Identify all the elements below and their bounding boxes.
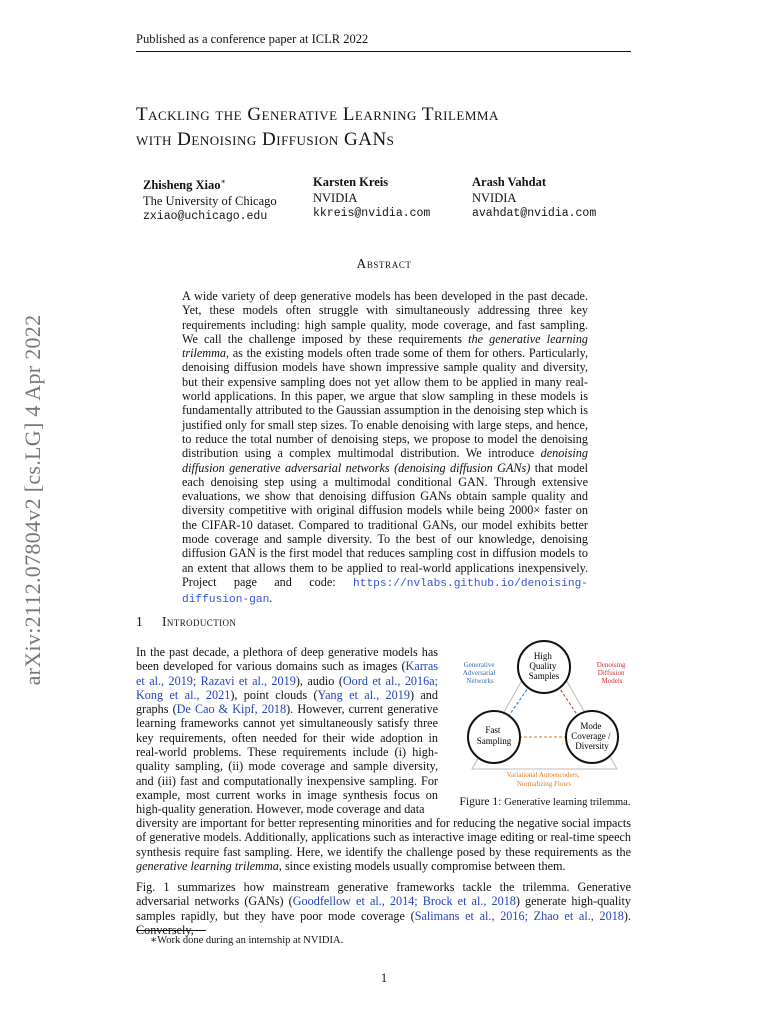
figure-caption-label: Figure 1: <box>459 796 502 808</box>
author-affiliation: NVIDIA <box>313 191 358 205</box>
label-vae: Variational Autoencoders, Normalizing Flows <box>506 771 580 788</box>
trilemma-diagram <box>452 637 637 792</box>
intro-paragraph-1-continued: diversity are important for better representing minorities and for reducing the negative social impacts of generative models. Additionally, applications such as interactive image editing or real-time speech synthesis require fast sampling. Here, we identify the challenge posed by these requirements as the generative learning trilemma, since existing models usually compromise between them. <box>136 816 631 873</box>
label-diffusion: Denoising Diffusion Models <box>596 661 626 685</box>
title-line-2: with Denoising Diffusion GANs <box>136 129 395 150</box>
running-header: Published as a conference paper at ICLR 2022 <box>136 32 631 52</box>
citation-link[interactable]: Oord et al., 2016a; Kong et al., 2021 <box>136 673 439 702</box>
citation-link[interactable]: Goodfellow et al., 2014; Brock et al., 2018 <box>292 894 516 909</box>
node-fast-sampling-label: Fast Sampling <box>476 725 512 746</box>
author-3 <box>472 174 596 222</box>
intro-paragraph-2: Fig. 1 summarizes how mainstream generative frameworks tackle the trilemma. Generative adversarial networks (GANs) (Goodfellow et al., 2014; Brock et al., 2018) generate high-quality samples rapidly, but they have poor mode coverage (Salimans et al., 2016; Zhao et al., 2018). Conversely, <box>136 880 632 937</box>
footnote-rule <box>136 930 206 931</box>
author-name: Zhisheng Xiao <box>143 178 221 193</box>
intro-paragraph-1: In the past decade, a plethora of deep generative models has been developed for various domains such as images (Karras et al., 2019; Razavi et al., 2019), audio (Oord et al., 2016a; Kong et al., 2021), point clouds (Yang et al., 2019) and graphs (De Cao & Kipf, 2018). However, current generative learning frameworks cannot yet simultaneously satisfy three key requirements, often needed for their wide adoption in real-world problems. These requirements include (i) high-quality sampling, (ii) mode coverage and sample diversity, and (iii) fast and computationally inexpensive sampling. For example, most current works in image synthesis focus on high-quality generation. However, mode coverage and data <box>136 645 439 817</box>
page-number: 1 <box>380 971 388 985</box>
author-email[interactable]: zxiao@uchicago.edu <box>143 210 268 224</box>
footnote: ∗Work done during an internship at NVIDIA. <box>150 935 344 946</box>
author-1 <box>143 174 277 225</box>
paper-title <box>136 102 636 152</box>
project-url-link[interactable]: https://nvlabs.github.io/denoising-diffusion-gan <box>182 577 588 607</box>
arxiv-identifier: arXiv:2112.07804v2 [cs.LG] 4 Apr 2022 <box>20 314 45 686</box>
label-gan: Generative Adversarial Networks <box>462 661 496 685</box>
section-title: Introduction <box>162 614 237 629</box>
arxiv-sidebar <box>8 280 58 720</box>
section-heading <box>136 614 236 630</box>
abstract-heading: Abstract <box>356 256 412 271</box>
citation-link[interactable]: Yang et al., 2019 <box>317 687 410 702</box>
abstract-text: A wide variety of deep generative models has been developed in the past decade. Yet, these models often struggle with simultaneously addressing three key requirements including: high sample quality, mode coverage, and fast sampling. We call the challenge imposed by these requirements the generative learning trilemma, as the existing models often trade some of them for others. Particularly, denoising diffusion models have shown impressive sample quality and diversity, but their expensive sampling does not yet allow them to be applied in many real-world applications. In this paper, we argue that slow sampling in these models is fundamentally attributed to the Gaussian assumption in the denoising step which is justified only for small step sizes. To enable denoising with large steps, and hence, to reduce the total number of denoising steps, we propose to model the denoising distribution using a complex multimodal distribution. We introduce denoising diffusion generative adversarial networks (denoising diffusion GANs) that model each denoising step using a multimodal conditional GAN. Through extensive evaluations, we show that denoising diffusion GANs obtain sample quality and diversity competitive with original diffusion models while being 2000× faster on the CIFAR-10 dataset. Compared to traditional GANs, our model exhibits better mode coverage and sample diversity. To the best of our knowledge, denoising diffusion GAN is the first model that reduces sampling cost in diffusion models to an extent that allows them to be applied to real-world applications inexpensively. Project page and code: https://nvlabs.github.io/denoising-diffusion-gan. <box>182 289 589 607</box>
author-name: Karsten Kreis <box>313 175 389 189</box>
author-affiliation: The University of Chicago <box>143 194 277 209</box>
author-name: Arash Vahdat <box>472 175 546 189</box>
figure-caption <box>450 796 640 808</box>
node-mode-coverage-label: Mode Coverage / Diversity <box>571 721 611 751</box>
citation-link[interactable]: Salimans et al., 2016; Zhao et al., 2018 <box>414 908 624 923</box>
figure-caption-text: Generative learning trilemma. <box>504 797 631 808</box>
section-number: 1 <box>136 614 143 629</box>
author-2 <box>313 174 430 222</box>
author-email[interactable]: kkreis@nvidia.com <box>313 207 431 220</box>
node-high-quality-label: High Quality Samples <box>528 651 560 681</box>
author-affiliation: NVIDIA <box>472 191 517 205</box>
author-footnote-mark: ∗ <box>220 177 226 186</box>
author-email[interactable]: avahdat@nvidia.com <box>472 207 597 220</box>
citation-link[interactable]: Karras et al., 2019; Razavi et al., 2019 <box>136 659 438 688</box>
citation-link[interactable]: De Cao & Kipf, 2018 <box>176 702 287 717</box>
title-line-1: Tackling the Generative Learning Trilemma <box>136 104 499 125</box>
